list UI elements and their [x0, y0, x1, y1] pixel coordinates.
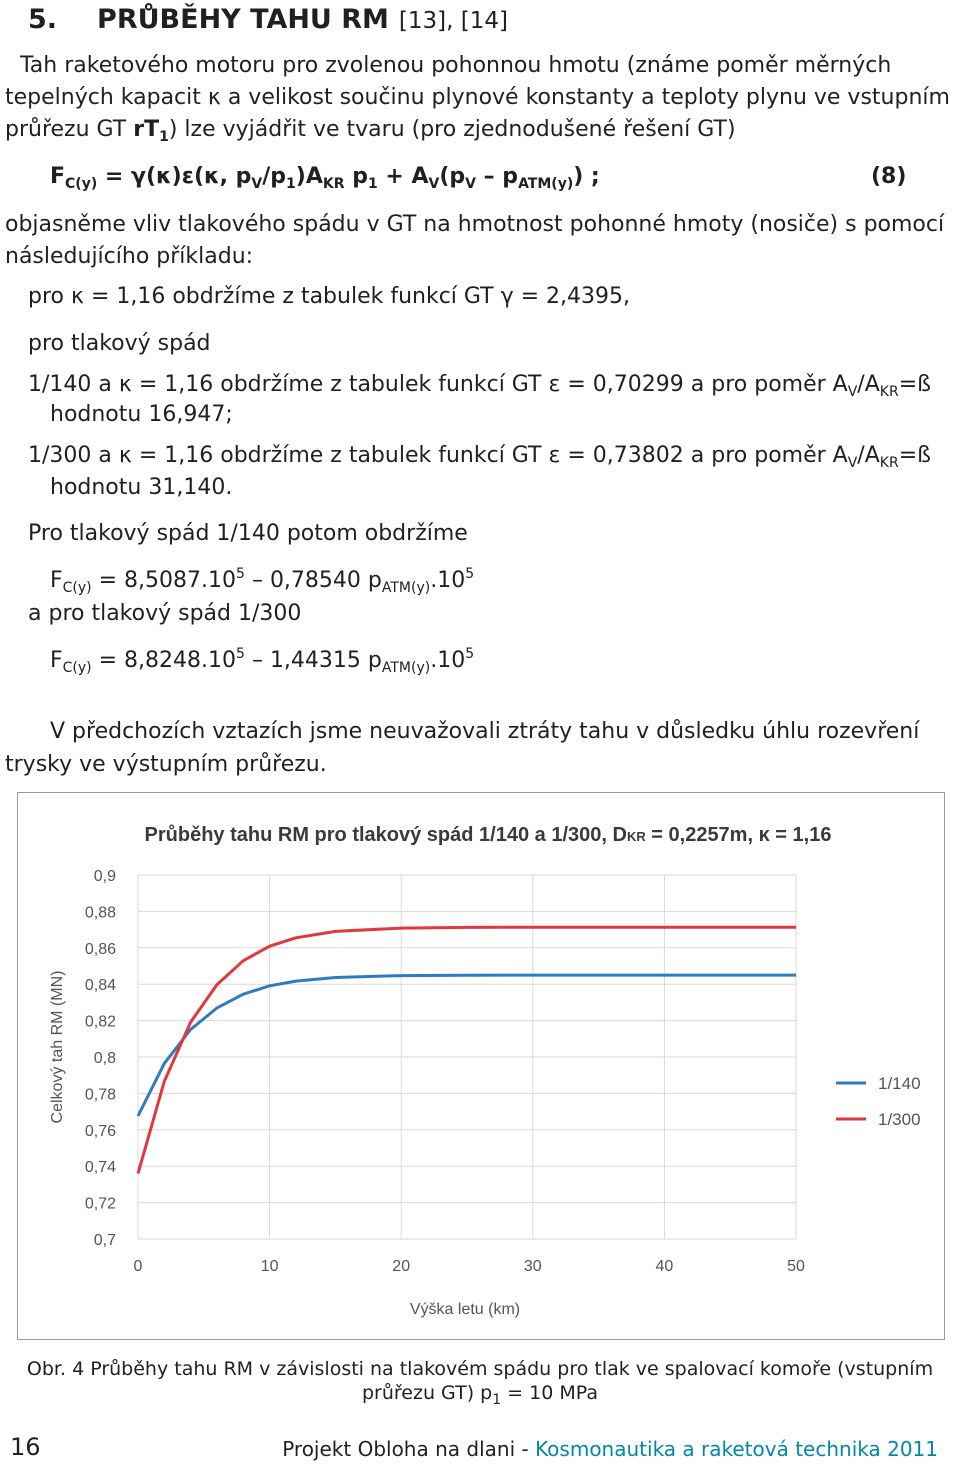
figure-caption-line-2: průřezu GT) $p_1 = 10$ MPa — [362, 1382, 598, 1408]
y-tick-label: 0,72 — [84, 1195, 116, 1213]
gamma-line: pro κ = 1,16 obdržíme z tabulek funkcí GT γ = 2,4395, — [28, 284, 631, 309]
equation-8-label: (8) — [871, 164, 907, 189]
intro-line-3: průřezu GT $rT_1$) lze vyjádřit ve tvaru (pro zjednodušené řešení GT) — [5, 117, 736, 145]
result-300-formula: $F_{C(y)} = 8,8248.10^5 - 1,44315$ $p_{ATM(y)}.10^5$ — [50, 646, 475, 676]
x-tick-label: 0 — [133, 1258, 143, 1275]
result-300-intro: a pro tlakový spád 1/300 — [28, 601, 302, 626]
y-tick-label: 0,88 — [84, 904, 116, 922]
y-tick-label: 0,78 — [84, 1086, 116, 1104]
section-title: PRŮBĚHY TAHU RM — [97, 4, 389, 35]
y-tick-label: 0,8 — [93, 1050, 116, 1067]
y-tick-label: 0,82 — [84, 1013, 116, 1031]
x-tick-label: 40 — [655, 1258, 674, 1275]
x-tick-label: 50 — [787, 1258, 805, 1275]
case-300-line-1: 1/300 a κ = 1,16 obdržíme z tabulek funkcí GT ε = 0,73802 a pro poměr $A_V/A_{KR}=ß$ — [28, 443, 931, 471]
y-tick-label: 0,9 — [93, 868, 116, 885]
case-300-line-2: hodnotu 31,140. — [50, 475, 233, 500]
y-tick-label: 0,84 — [84, 977, 116, 995]
page-number: 16 — [10, 1433, 41, 1461]
footer-project: Projekt Obloha na dlani - Kosmonautika a raketová technika 2011 — [282, 1437, 938, 1461]
legend-label-2: 1/300 — [878, 1110, 921, 1129]
chart-title: Průběhy tahu RM pro tlakový spád 1/140 a 1/300, DKR = 0,2257m, κ = 1,16 — [144, 824, 832, 846]
thrust-chart — [18, 793, 944, 1339]
y-tick-label: 0,86 — [84, 940, 116, 958]
chart-y-axis-label: Celkový tah RM (MN) — [49, 970, 66, 1124]
pressure-drop-line: pro tlakový spád — [28, 331, 211, 356]
intro-line-2: tepelných kapacit κ a velikost součinu plynové konstanty a teploty plynu ve vstupním — [5, 85, 950, 110]
result-140-formula: $F_{C(y)} = 8,5087.10^5 - 0,78540$ $p_{ATM(y)}.10^5$ — [50, 566, 475, 596]
chart-gridlines — [138, 875, 796, 1239]
note-line-1: V předchozích vztazích jsme neuvažovali ztráty tahu v důsledku úhlu rozevření — [50, 719, 920, 744]
case-140-line-1: 1/140 a κ = 1,16 obdržíme z tabulek funkcí GT ε = 0,70299 a pro poměr $A_V/A_{KR}=ß$ — [28, 372, 931, 400]
case-140-line-2: hodnotu 16,947; — [50, 402, 233, 427]
y-tick-label: 0,76 — [84, 1122, 116, 1140]
footer-series: Kosmonautika a raketová technika 2011 — [535, 1437, 938, 1461]
note-line-2: trysky ve výstupním průřezu. — [5, 752, 327, 777]
section-heading — [28, 4, 508, 35]
section-number: 5. — [28, 4, 58, 35]
y-tick-label: 0,74 — [84, 1159, 116, 1177]
chart-series — [138, 927, 796, 1173]
para2-line-1: objasněme vliv tlakového spádu v GT na hmotnost pohonné hmoty (nosiče) s pomocí — [5, 212, 945, 237]
chart-x-axis-label: Výška letu (km) — [409, 1301, 521, 1318]
result-140-intro: Pro tlakový spád 1/140 potom obdržíme — [28, 521, 468, 546]
x-tick-label: 10 — [260, 1258, 279, 1275]
intro-line-1: Tah raketového motoru pro zvolenou pohonnou hmotu (známe poměr měrných — [20, 53, 892, 78]
chart-legend — [836, 1074, 921, 1129]
equation-8: $F_{C(y)} = \gamma(\kappa)\varepsilon(\kappa$, $p_V/p_1)A_{KR}$ $p_1 + A_V(p_V - p_{ATM(y)})$ ; — [50, 164, 600, 192]
para2-line-2: následujícího příkladu: — [5, 244, 254, 269]
x-tick-label: 30 — [523, 1258, 542, 1275]
series-line-1 — [138, 975, 796, 1116]
figure-caption-line-1: Obr. 4 Průběhy tahu RM v závislosti na tlakovém spádu pro tlak ve spalovací komoře (vstupním — [26, 1358, 934, 1380]
y-tick-label: 0,7 — [93, 1232, 116, 1249]
chart-frame — [17, 792, 945, 1340]
section-references: [13], [14] — [398, 8, 508, 34]
series-line-2 — [138, 927, 796, 1173]
legend-label-1: 1/140 — [878, 1074, 921, 1093]
x-tick-label: 20 — [392, 1258, 411, 1275]
